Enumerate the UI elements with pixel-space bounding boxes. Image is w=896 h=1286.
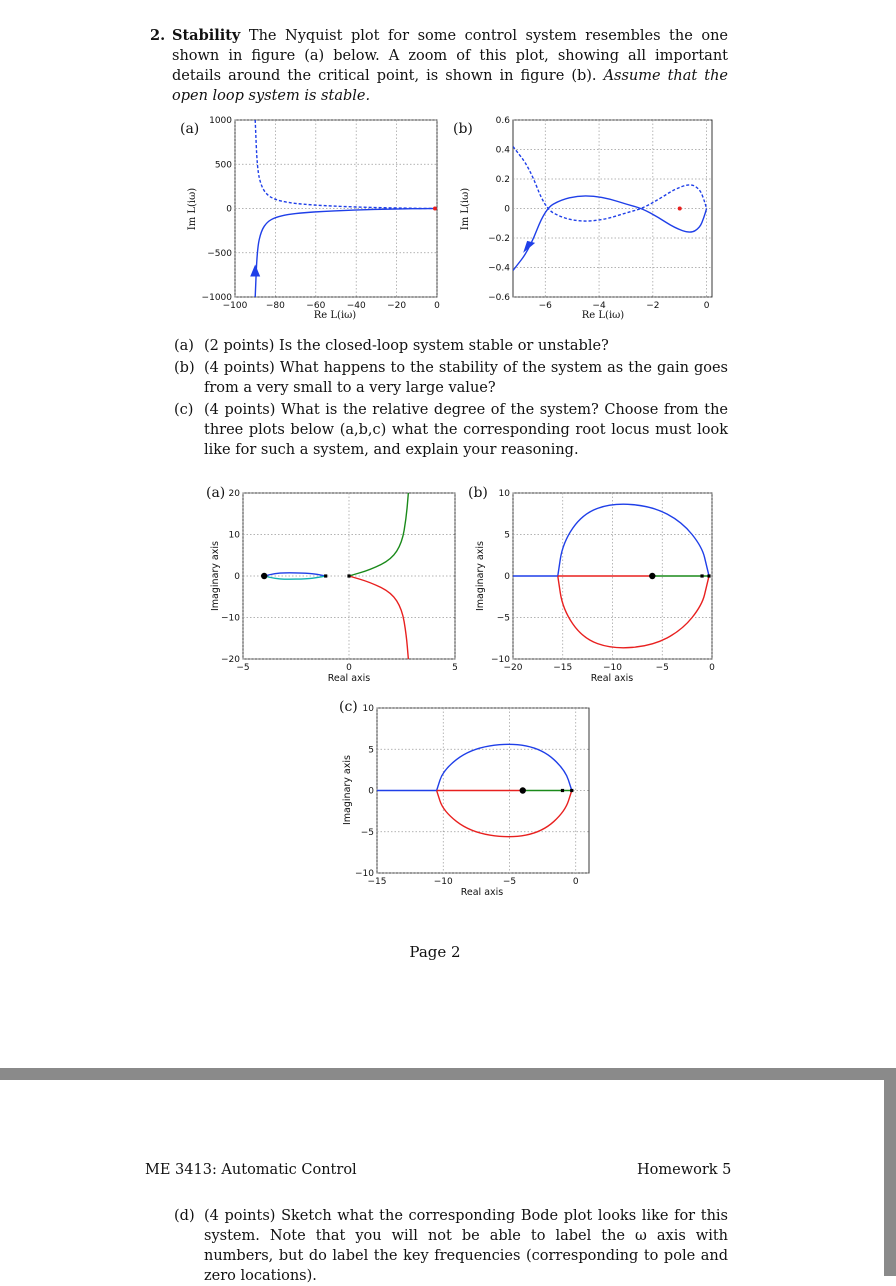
x-axis-label: Real axis	[460, 887, 504, 898]
y-tick-label: 10	[228, 530, 240, 541]
zero-marker	[347, 574, 350, 577]
pole-marker	[261, 573, 267, 579]
x-tick-label: −80	[265, 301, 285, 311]
x-tick-label: −10	[603, 663, 622, 673]
x-tick-label: 0	[709, 663, 715, 673]
subquestion-text: (4 points) Sketch what the corresponding Bode plot looks like for this system. Note that you will not be able to label the ω axis with numbers, but do label the key frequencies (corresponding to pole and zero locations).	[204, 1208, 728, 1284]
y-tick-label: 5	[368, 745, 374, 756]
panel-label: (b)	[453, 121, 473, 137]
subquestion-label: (c)	[174, 402, 194, 418]
zero-marker	[570, 789, 573, 792]
zero-marker	[324, 574, 327, 577]
y-axis-label: Imaginary axis	[342, 755, 353, 825]
x-tick-label: −40	[346, 301, 366, 311]
y-tick-label: 0.6	[495, 116, 510, 126]
subquestion-text: (2 points) Is the closed-loop system stable or unstable?	[204, 338, 609, 354]
panel-label: (a)	[180, 121, 200, 137]
y-tick-label: −500	[207, 248, 232, 259]
y-tick-label: 0	[368, 786, 374, 797]
y-tick-label: −10	[491, 655, 510, 665]
y-tick-label: 20	[228, 489, 240, 499]
y-axis-label: Im L(iω)	[187, 187, 198, 231]
subquestion-text: (4 points) What happens to the stability of the system as the gain goes from a very small to a very large value?	[204, 360, 728, 396]
chart-1	[180, 116, 440, 321]
pole-marker	[520, 787, 526, 793]
y-tick-label: −5	[360, 827, 374, 838]
y-tick-label: 1000	[209, 116, 232, 126]
x-tick-label: −5	[502, 877, 517, 887]
pole-marker	[649, 573, 655, 579]
chart-5	[339, 699, 589, 898]
x-tick-label: 0	[346, 663, 352, 673]
subquestion-label: (a)	[174, 338, 194, 354]
header-assignment: Homework 5	[637, 1162, 732, 1178]
subquestion-label: (d)	[174, 1208, 195, 1224]
zero-marker	[707, 574, 710, 577]
y-tick-label: −1000	[201, 293, 232, 303]
y-tick-label: −0.4	[488, 263, 510, 274]
header-course: ME 3413: Automatic Control	[145, 1162, 357, 1178]
y-tick-label: 0.2	[495, 175, 510, 185]
y-tick-label: 0	[504, 572, 510, 582]
y-tick-label: −10	[355, 869, 374, 879]
question-assumption: Assume that the open loop system is stable.	[172, 68, 729, 104]
x-tick-label: 5	[452, 663, 458, 673]
y-tick-label: 0	[226, 204, 232, 215]
x-tick-label: 0	[572, 877, 579, 887]
panel-label: (a)	[206, 485, 226, 501]
question-title: Stability	[172, 27, 241, 44]
y-axis-label: Im L(iω)	[460, 187, 471, 231]
chart-2	[453, 116, 712, 321]
chart-3	[206, 485, 458, 684]
critical-point-marker	[433, 207, 437, 211]
y-tick-label: 0	[504, 204, 510, 215]
question-number: 2.	[150, 27, 166, 44]
y-tick-label: 10	[362, 704, 374, 714]
y-tick-label: −10	[221, 613, 240, 624]
x-axis-label: Re L(iω)	[313, 310, 357, 321]
y-tick-label: 0	[234, 572, 240, 582]
x-tick-label: −2	[646, 301, 660, 311]
x-tick-label: −60	[306, 301, 326, 311]
x-tick-label: −5	[655, 663, 669, 673]
y-tick-label: −0.6	[488, 293, 510, 303]
y-tick-label: 500	[214, 160, 232, 171]
x-tick-label: −20	[503, 663, 523, 673]
critical-point-marker	[678, 207, 682, 211]
x-tick-label: −15	[553, 663, 573, 673]
x-tick-label: 0	[434, 301, 440, 311]
question-text: The Nyquist plot for some control system resembles the one shown in figure (a) below. A zoom of this plot, showing all important details around the critical point, is shown in figure (b).	[172, 28, 728, 84]
x-tick-label: 0	[703, 301, 710, 311]
panel-label: (c)	[339, 699, 358, 715]
x-axis-label: Real axis	[327, 673, 371, 684]
y-tick-label: −5	[496, 613, 510, 624]
x-tick-label: −6	[538, 301, 552, 311]
subquestion-text: (4 points) What is the relative degree of the system? Choose from the three plots below (a,b,c) what the corresponding root locus must look like for such a system, and explain your reasoning.	[204, 402, 728, 458]
x-tick-label: −100	[222, 301, 248, 311]
x-tick-label: −4	[592, 301, 606, 311]
page-number: Page 2	[409, 943, 461, 961]
chart-4	[468, 485, 715, 684]
x-tick-label: −15	[367, 877, 387, 887]
subquestion-label: (b)	[174, 360, 195, 376]
y-tick-label: −0.2	[488, 234, 510, 244]
x-tick-label: −20	[387, 301, 407, 311]
x-axis-label: Real axis	[590, 673, 634, 684]
x-tick-label: −10	[433, 877, 453, 887]
y-tick-label: 0.4	[495, 145, 510, 156]
x-axis-label: Re L(iω)	[581, 310, 625, 321]
y-tick-label: 10	[498, 489, 510, 499]
panel-label: (b)	[468, 485, 488, 501]
y-axis-label: Imaginary axis	[475, 541, 486, 611]
x-tick-label: −5	[236, 663, 250, 673]
y-axis-label: Imaginary axis	[210, 541, 221, 611]
zero-marker	[561, 789, 564, 792]
y-tick-label: 5	[504, 530, 510, 541]
y-tick-label: −20	[221, 655, 240, 665]
zero-marker	[700, 574, 703, 577]
